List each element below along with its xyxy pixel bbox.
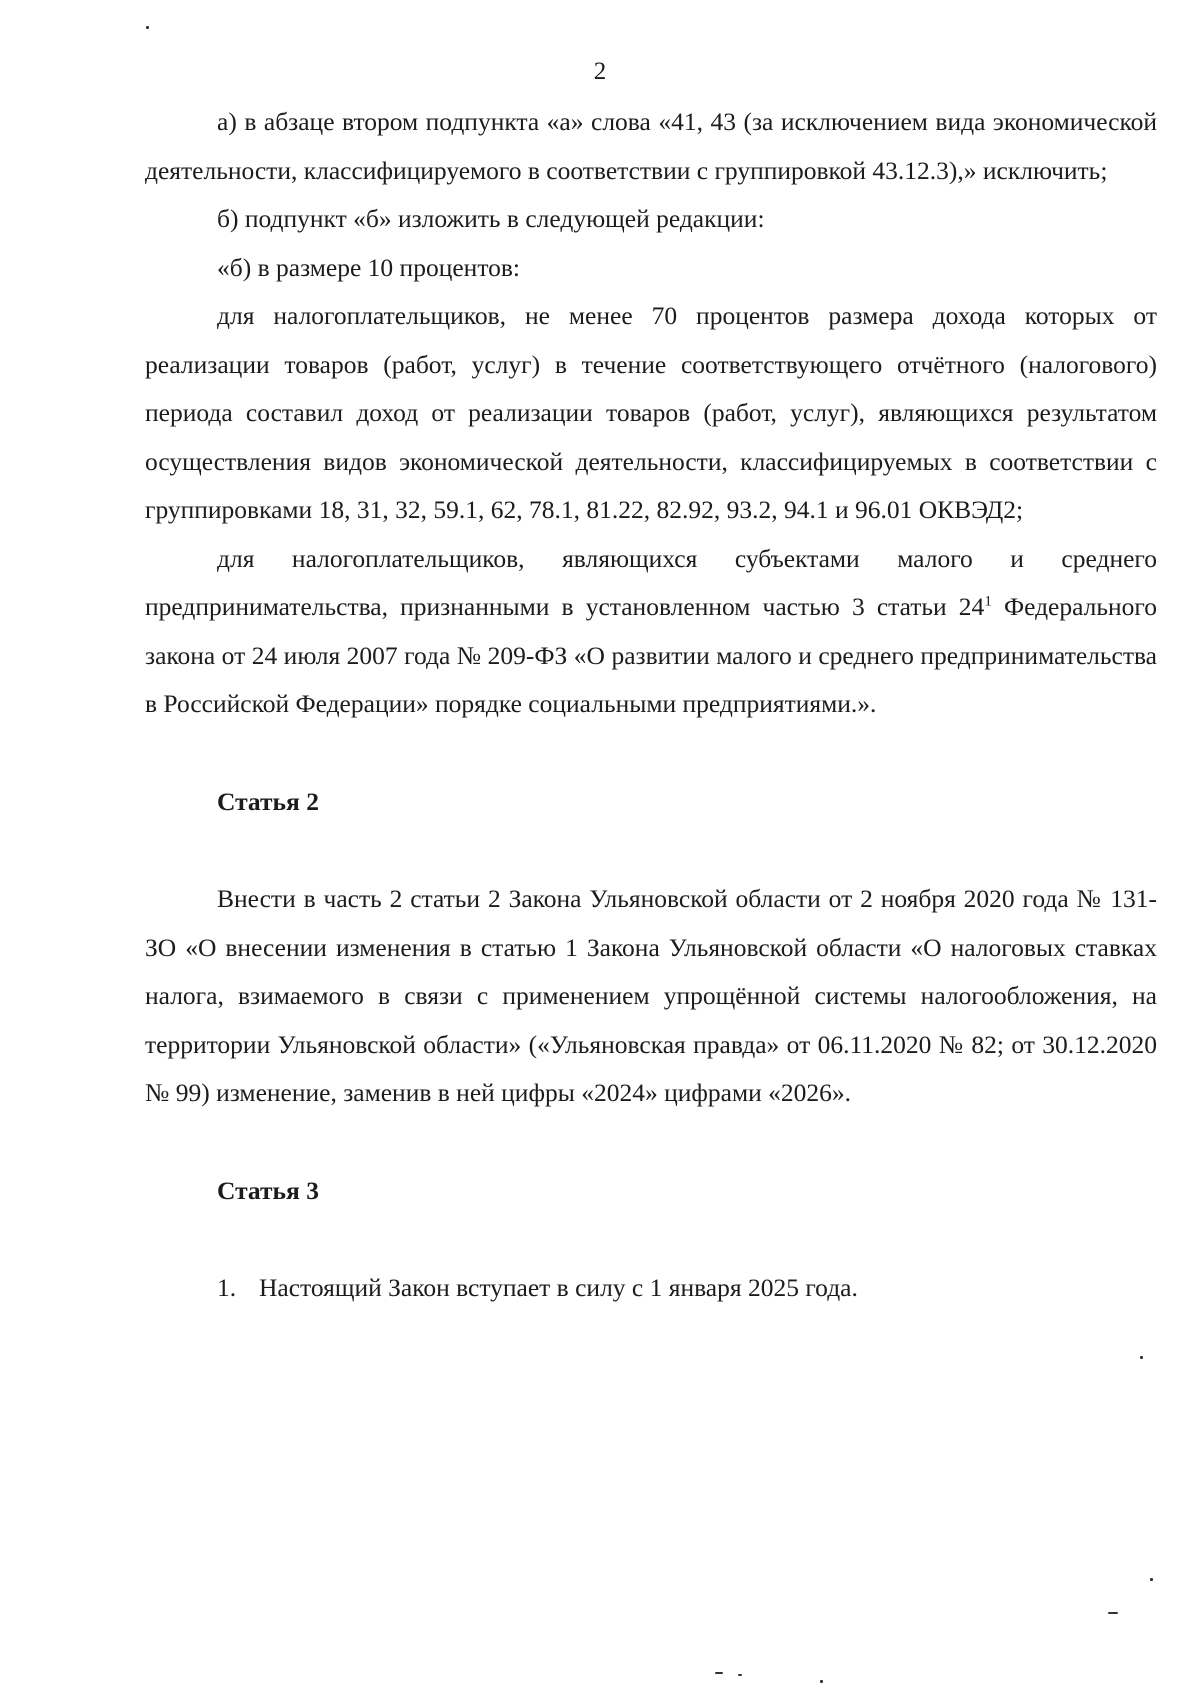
paragraph-taxpayers-income: для налогоплательщиков, не менее 70 процентов размера дохода которых от реализации товаров (работ, услуг) в течение соответствующего отчётного (налогового) периода составил доход от реализации товаров (работ, услуг), являющихся результатом осуществления видов экономической деятельности, классифицируемых в соответствии с группировками 18, 31, 32, 59.1, 62, 78.1, 81.22, 82.92, 93.2, 94.1 и 96.01 ОКВЭД2; bbox=[145, 301, 1157, 524]
paragraph-subitem-a: а) в абзаце втором подпункта «а» слова «41, 43 (за исключением вида экономической деятельности, классифицируемого в соответствии с группировкой 43.12.3),» исключить; bbox=[145, 107, 1157, 185]
scan-speck bbox=[1108, 1612, 1118, 1614]
paragraph-rate-10-percent: «б) в размере 10 процентов: bbox=[217, 252, 520, 282]
list-item bbox=[145, 1264, 1157, 1313]
scan-speck bbox=[1140, 1356, 1143, 1359]
list-item-text: Настоящий Закон вступает в силу с 1 января 2025 года. bbox=[259, 1273, 858, 1302]
social-text-before: для налогоплательщиков, являющихся субъектами малого и среднего предпринимательства, признанными в установленном частью 3 статьи 24 bbox=[145, 543, 1157, 621]
article-3-heading: Статья 3 bbox=[217, 1175, 319, 1205]
scan-speck bbox=[738, 1674, 742, 1676]
footnote-superscript: 1 bbox=[984, 593, 992, 610]
article-2-heading: Статья 2 bbox=[217, 786, 319, 816]
paragraph-social-enterprises bbox=[145, 535, 1157, 729]
list-item-number: 1. bbox=[217, 1273, 237, 1302]
scan-speck bbox=[820, 1680, 823, 1683]
scan-speck bbox=[146, 26, 149, 29]
article-2-text: Внести в часть 2 статьи 2 Закона Ульяновской области от 2 ноября 2020 года № 131-ЗО «О внесении изменения в статью 1 Закона Ульяновской области «О налоговых ставках налога, взимаемого в связи с применением упрощённой системы налогообложения, на территории Ульяновской области» («Ульяновская правда» от 06.11.2020 № 82; от 30.12.2020 № 99) изменение, заменив в ней цифры «2024» цифрами «2026». bbox=[145, 884, 1157, 1107]
page-number: 2 bbox=[593, 58, 607, 85]
social-text-after: Федерального закона от 24 июля 2007 года № 209-ФЗ «О развитии малого и среднего предпринимательства в Российской Федерации» порядке социальными предприятиями.». bbox=[145, 592, 1157, 718]
scan-speck bbox=[1150, 1578, 1153, 1581]
scan-speck bbox=[715, 1672, 723, 1674]
document-body bbox=[145, 98, 1157, 1313]
paragraph-subitem-b: б) подпункт «б» изложить в следующей редакции: bbox=[217, 204, 765, 233]
